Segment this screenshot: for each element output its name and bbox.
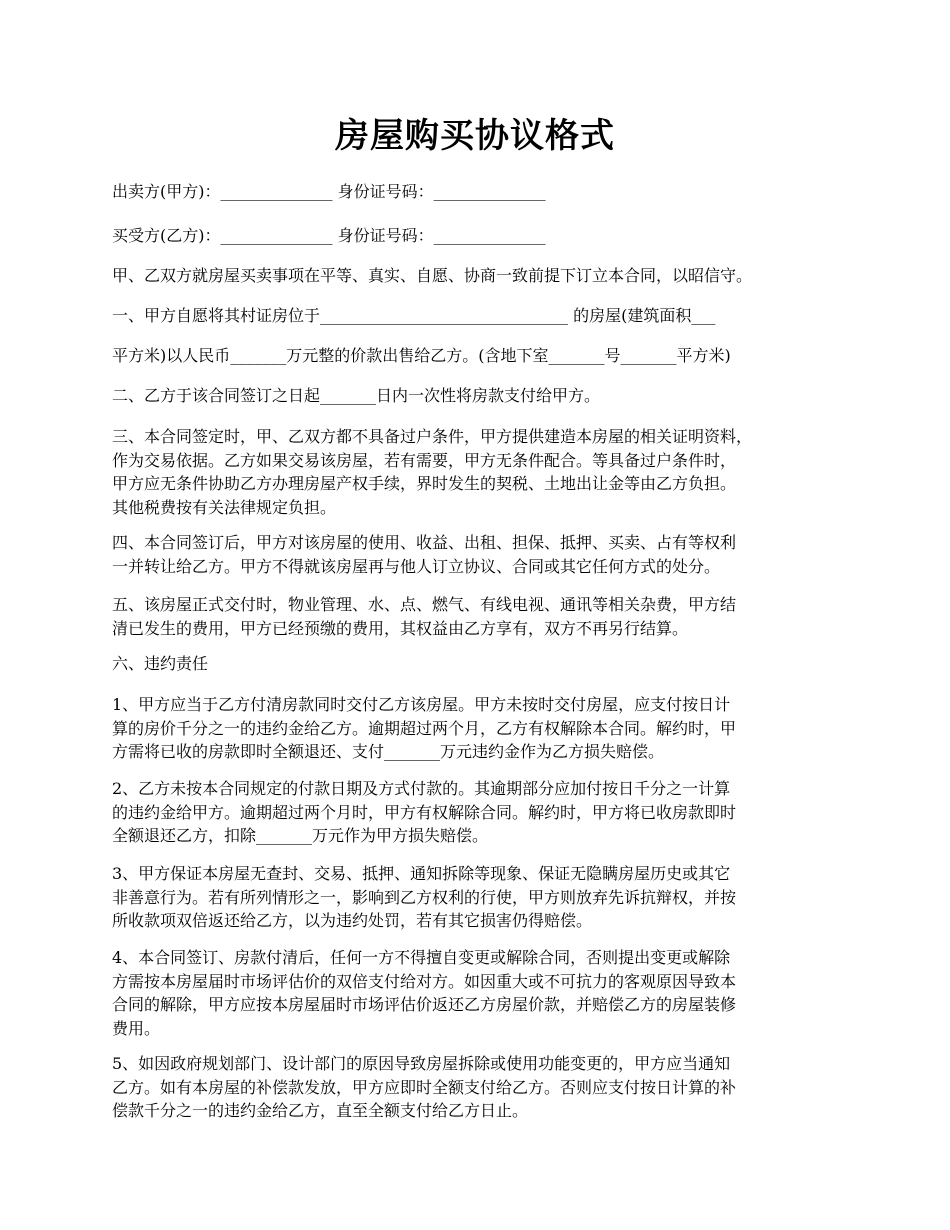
- clause-2-line: 二、乙方于该合同签订之日起_______日内一次性将房款支付给甲方。: [112, 386, 601, 405]
- item-5-paragraph: [112, 1052, 847, 1123]
- seller-line: 出卖方(甲方)：______________ 身份证号码：______________: [112, 182, 546, 201]
- item-2-paragraph: [112, 777, 847, 848]
- item-1-paragraph: [112, 693, 847, 764]
- clause-3-text-line: 三、本合同签定时，甲、乙双方都不具备过户条件，甲方提供建造本房屋的相关证明资料，: [112, 427, 753, 446]
- item-3-text-line: 所收款项双倍返还给乙方，以为违约处罚，若有其它损害仍得赔偿。: [112, 911, 593, 930]
- item-5-text-line: 乙方。如有本房屋的补偿款发放，甲方应即时全额支付给乙方。否则应支付按日计算的补: [112, 1077, 737, 1097]
- item-3-paragraph: [112, 862, 847, 933]
- clause-6-heading: 六、违约责任: [112, 654, 209, 673]
- clause-4-text-line: 一并转让给乙方。甲方不得就该房屋再与他人订立协议、合同或其它任何方式的处分。: [112, 556, 721, 576]
- item-4-text-line: 方需按本房屋届时市场评估价的双倍支付给对方。如因重大或不可抗力的客观原因导致本: [112, 971, 737, 991]
- clause-3-paragraph: [112, 425, 847, 519]
- clause-4-paragraph: [112, 531, 847, 578]
- clause-5-text-line: 五、该房屋正式交付时，物业管理、水、点、燃气、有线电视、通讯等相关杂费，甲方结: [112, 595, 737, 614]
- item-3-text-line: 非善意行为。若有所列情形之一，影响到乙方权利的行使，甲方则放弃先诉抗辩权，并按: [112, 887, 737, 907]
- item-4-text-line: 合同的解除，甲方应按本房屋届时市场评估价返还乙方房屋价款，并赔偿乙方的房屋装修: [112, 995, 737, 1014]
- preamble-line: 甲、乙双方就房屋买卖事项在平等、真实、自愿、协商一致前提下订立本合同，以昭信守。: [112, 266, 753, 285]
- clause-3-text-line: 甲方应无条件协助乙方办理房屋产权手续，界时发生的契税、土地出让金等由乙方负担。: [112, 474, 737, 493]
- clause-4-text-line: 四、本合同签订后，甲方对该房屋的使用、收益、出租、担保、抵押、买卖、占有等权利: [112, 533, 737, 552]
- clause-5-paragraph: [112, 593, 847, 640]
- item-3-text-line: 3、甲方保证本房屋无查封、交易、抵押、通知拆除等现象、保证无隐瞒房屋历史或其它: [112, 864, 731, 883]
- clause-3-text-line: 作为交易依据。乙方如果交易该房屋，若有需要，甲方无条件配合。等具备过户条件时，: [112, 450, 737, 470]
- item-5-text-line: 偿款千分之一的违约金给乙方，直至全额支付给乙方日止。: [112, 1101, 529, 1120]
- clause-1-line-1: 一、甲方自愿将其村证房位于_______________________________ 的房屋(建筑面积___: [112, 306, 716, 325]
- item-2-text-line: 全额退还乙方，扣除_______万元作为甲方损失赔偿。: [112, 826, 489, 845]
- item-2-text-line: 的违约金给甲方。逾期超过两个月时，甲方有权解除合同。解约时，甲方将已收房款即时: [112, 802, 737, 822]
- document-title: 房屋购买协议格式: [335, 116, 615, 156]
- item-1-text-line: 1、甲方应当于乙方付清房款同时交付乙方该房屋。甲方未按时交付房屋，应支付按日计: [112, 695, 731, 714]
- item-4-text-line: 费用。: [112, 1018, 161, 1038]
- item-1-text-line: 算的房价千分之一的违约金给乙方。逾期超过两个月，乙方有权解除本合同。解约时，甲: [112, 718, 737, 738]
- clause-3-text-line: 其他税费按有关法律规定负担。: [112, 497, 337, 517]
- clause-1-line-2: 平方米)以人民币_______万元整的价款出售给乙方。(含地下室_______号_______平方米): [112, 346, 731, 365]
- item-5-text-line: 5、如因政府规划部门、设计部门的原因导致房屋拆除或使用功能变更的，甲方应当通知: [112, 1054, 731, 1073]
- item-1-text-line: 方需将已收的房款即时全额退还、支付_______万元违约金作为乙方损失赔偿。: [112, 742, 665, 761]
- clause-5-text-line: 清已发生的费用，甲方已经预缴的费用，其权益由乙方享有，双方不再另行结算。: [112, 618, 689, 638]
- item-2-text-line: 2、乙方未按本合同规定的付款日期及方式付款的。其逾期部分应加付按日千分之一计算: [112, 779, 731, 798]
- buyer-line: 买受方(乙方)：______________ 身份证号码：______________: [112, 226, 546, 245]
- item-4-text-line: 4、本合同签订、房款付清后，任何一方不得擅自变更或解除合同，否则提出变更或解除: [112, 948, 731, 967]
- item-4-paragraph: [112, 946, 847, 1040]
